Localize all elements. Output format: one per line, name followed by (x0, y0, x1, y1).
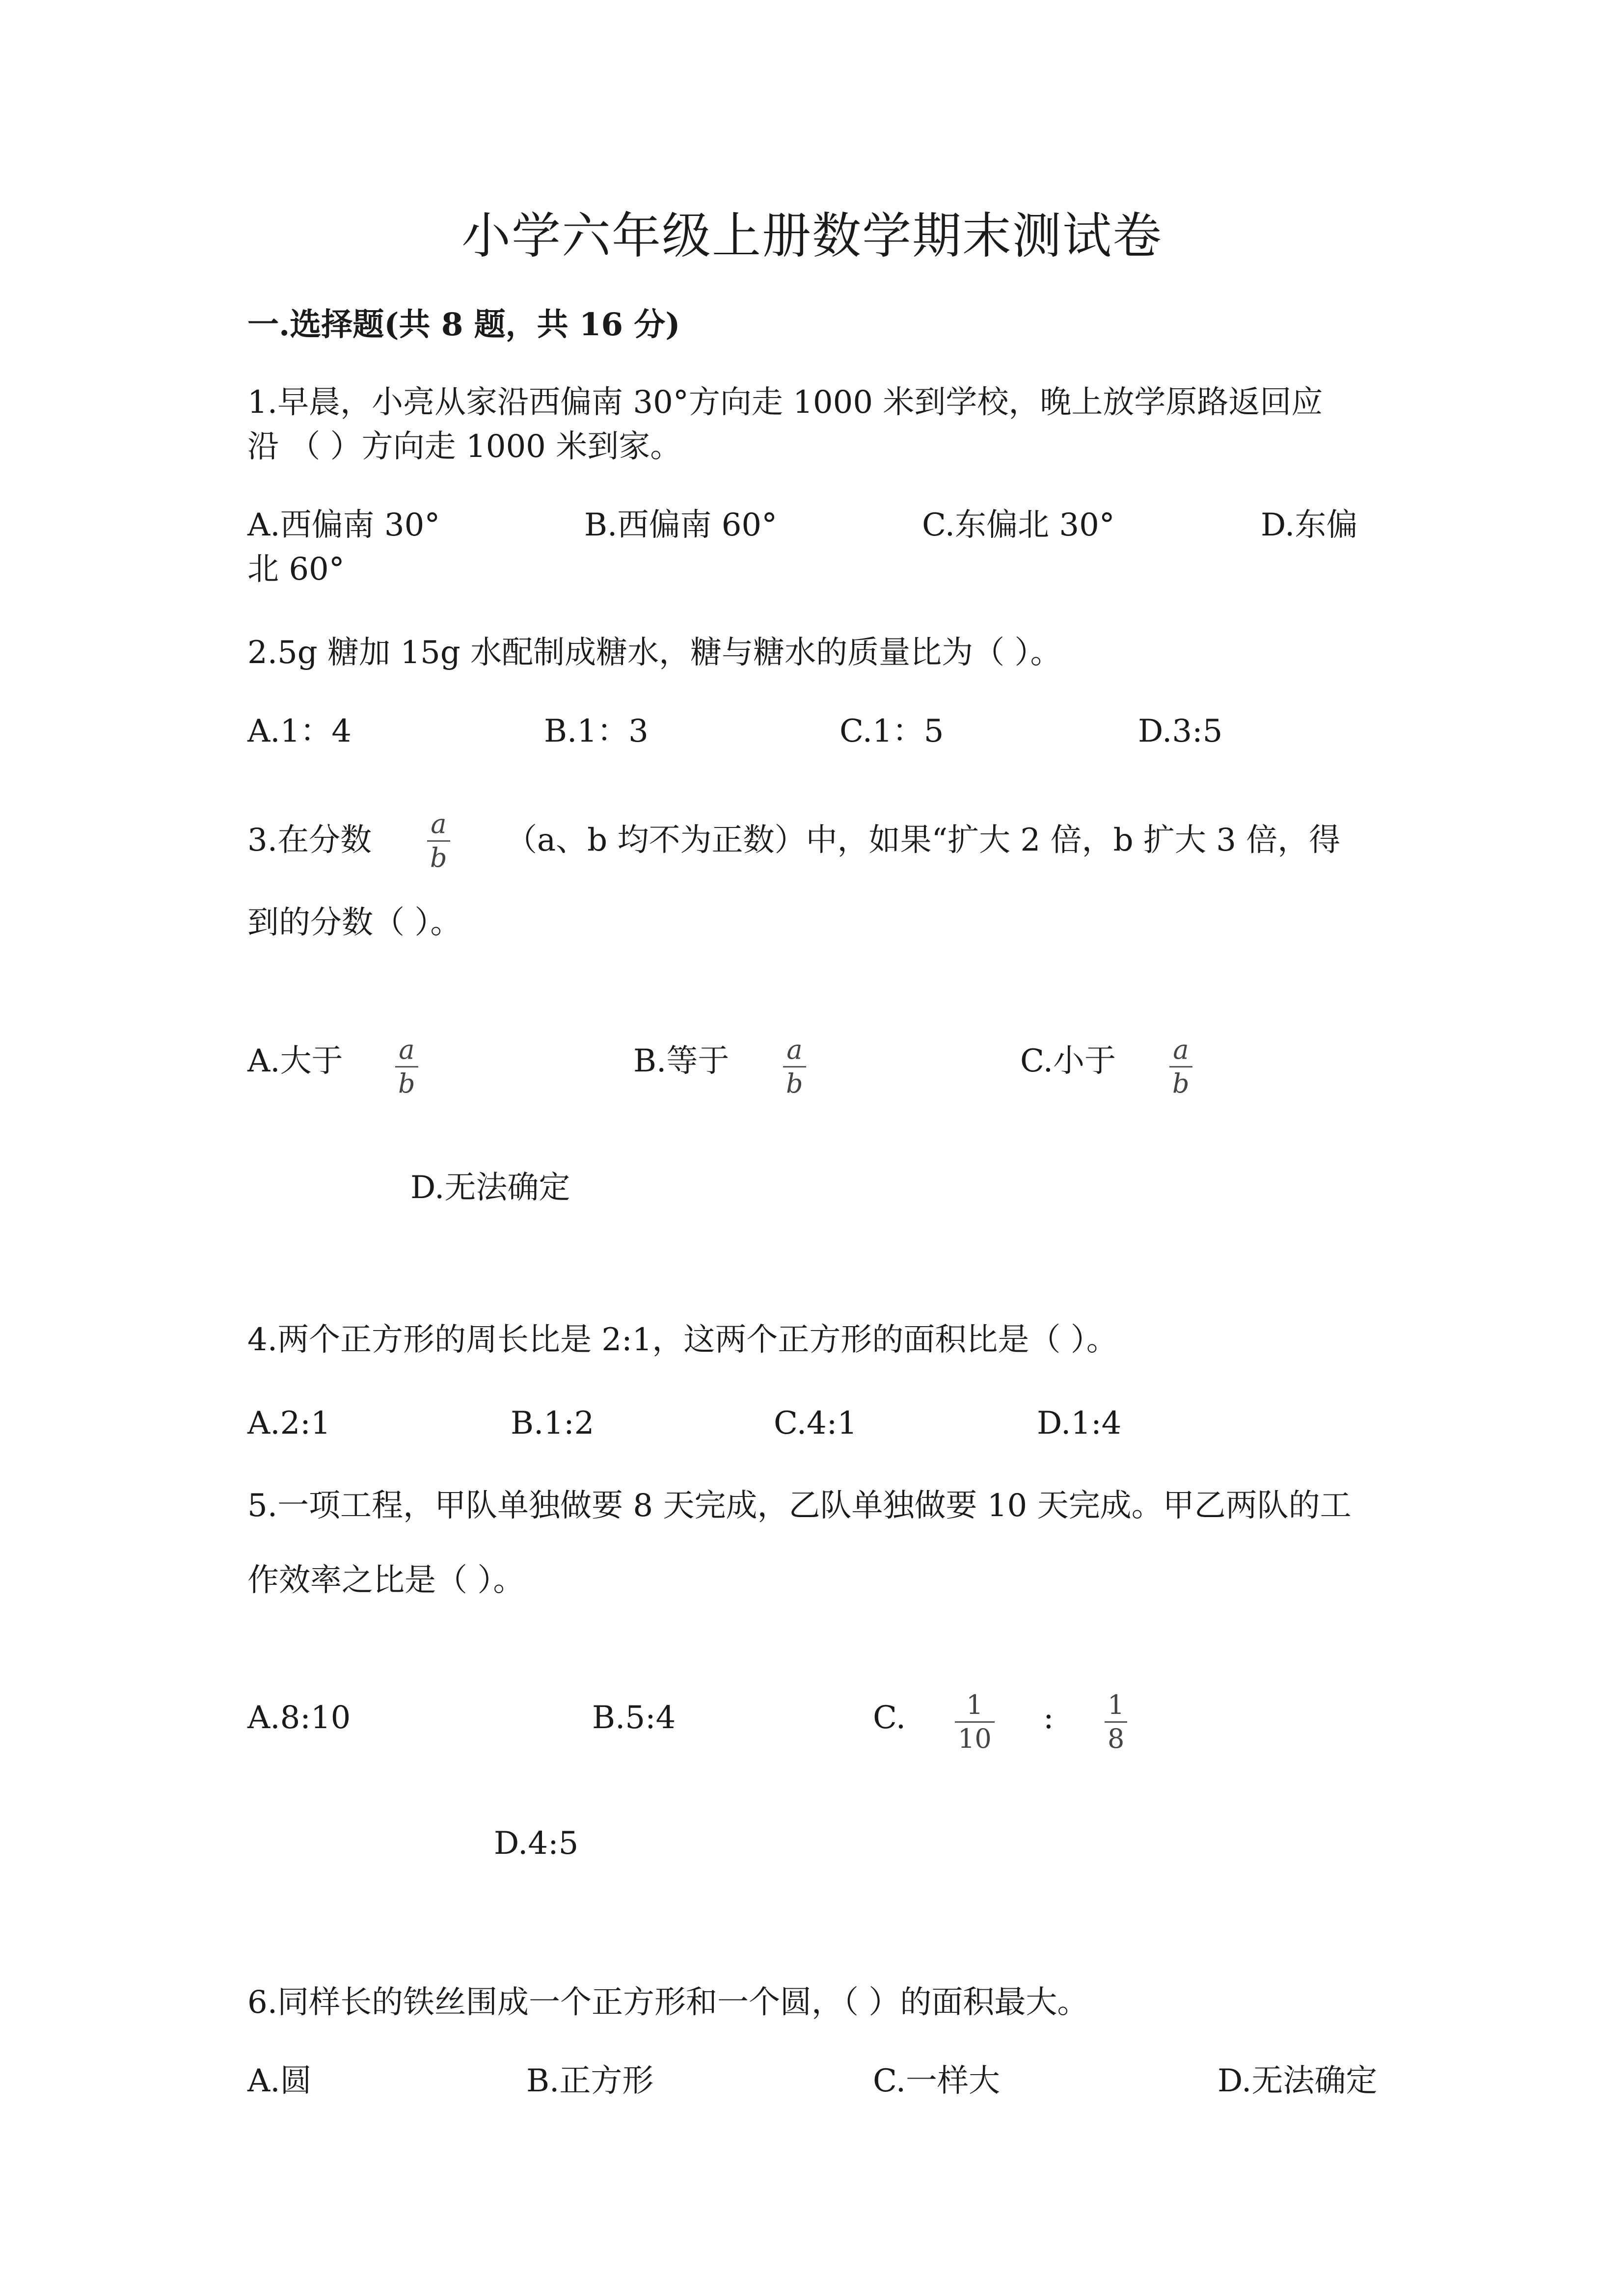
fraction-denominator: b (398, 1068, 415, 1099)
question-1-option-c: C.东偏北 30° (922, 507, 1115, 543)
fraction-numerator: 1 (1108, 1689, 1125, 1720)
question-4-option-d: D.1:4 (1037, 1405, 1122, 1442)
question-5-option-d: D.4:5 (494, 1825, 579, 1862)
section-heading: 一.选择题(共 8 题，共 16 分) (247, 306, 680, 343)
question-6-text: 6.同样长的铁丝围成一个正方形和一个圆，（ ）的面积最大。 (247, 1984, 1089, 2021)
question-2-option-a: A.1：4 (247, 713, 352, 749)
question-5-line-2: 作效率之比是（ ）。 (247, 1562, 525, 1599)
fraction-numerator: a (786, 1034, 803, 1065)
question-3-suffix: （a、b 均不为正数）中，如果“扩大 2 倍，b 扩大 3 倍，得 (506, 822, 1341, 858)
question-4-text: 4.两个正方形的周长比是 2:1，这两个正方形的面积比是（ ）。 (247, 1322, 1118, 1358)
question-3-prefix: 3.在分数 (247, 822, 372, 858)
question-5-option-c-label: C. (873, 1700, 906, 1736)
fraction-numerator: a (1173, 1034, 1189, 1065)
question-1-line-2: 沿 （ ）方向走 1000 米到家。 (247, 428, 682, 465)
fraction-denominator: b (1172, 1068, 1190, 1099)
fraction-denominator: b (430, 842, 447, 873)
question-3-option-a: A.大于 (247, 1043, 343, 1079)
question-4-option-a: A.2:1 (247, 1405, 331, 1442)
question-4-option-c: C.4:1 (774, 1405, 858, 1442)
question-2-option-d: D.3:5 (1138, 713, 1223, 749)
fraction-bar (427, 840, 450, 842)
fraction-denominator: b (786, 1068, 803, 1099)
question-5-option-b: B.5:4 (592, 1700, 676, 1736)
question-3-option-b: B.等于 (633, 1043, 730, 1079)
question-6-option-c: C.一样大 (873, 2063, 1001, 2099)
fraction-bar (395, 1066, 418, 1068)
question-1-option-b: B.西偏南 60° (584, 507, 778, 543)
fraction-numerator: 1 (966, 1689, 983, 1720)
question-2-option-c: C.1：5 (839, 713, 944, 749)
fraction-denominator: 10 (958, 1723, 992, 1754)
question-1-option-a: A.西偏南 30° (247, 507, 440, 543)
question-3-line-2: 到的分数（ ）。 (247, 905, 462, 941)
question-5-line-1: 5.一项工程，甲队单独做要 8 天完成，乙队单独做要 10 天完成。甲乙两队的工 (247, 1488, 1352, 1524)
question-5-option-c-fraction-2 (1105, 1691, 1127, 1753)
question-1-line-1: 1.早晨，小亮从家沿西偏南 30°方向走 1000 米到学校，晚上放学原路返回应 (247, 384, 1323, 421)
question-3-option-c: C.小于 (1020, 1043, 1116, 1079)
fraction-bar (1169, 1066, 1192, 1068)
fraction-bar (1105, 1721, 1127, 1723)
question-4-option-b: B.1:2 (511, 1405, 595, 1442)
question-6-option-a: A.圆 (247, 2063, 312, 2099)
question-2-text: 2.5g 糖加 15g 水配制成糖水，糖与糖水的质量比为（ ）。 (247, 635, 1062, 671)
question-1-option-d-continued: 北 60° (247, 551, 345, 587)
question-5-option-a: A.8:10 (247, 1700, 351, 1736)
question-3-option-c-fraction (1169, 1036, 1192, 1098)
fraction-numerator: a (399, 1034, 415, 1065)
question-5-option-c-fraction-1 (955, 1691, 995, 1753)
question-6-option-b: B.正方形 (526, 2063, 654, 2099)
fraction-bar (955, 1721, 995, 1723)
question-6-option-d: D.无法确定 (1218, 2063, 1378, 2099)
fraction-numerator: a (431, 808, 447, 839)
page-title: 小学六年级上册数学期末测试卷 (461, 207, 1163, 265)
question-1-option-d: D.东偏 (1261, 507, 1358, 543)
fraction-bar (783, 1066, 806, 1068)
fraction-denominator: 8 (1108, 1723, 1125, 1754)
question-3-option-d: D.无法确定 (410, 1170, 570, 1206)
question-3-option-a-fraction (395, 1036, 418, 1098)
question-3-option-b-fraction (783, 1036, 806, 1098)
question-3-fraction (427, 810, 450, 872)
question-2-option-b: B.1：3 (544, 713, 649, 749)
question-5-option-c-colon: : (1043, 1700, 1054, 1736)
